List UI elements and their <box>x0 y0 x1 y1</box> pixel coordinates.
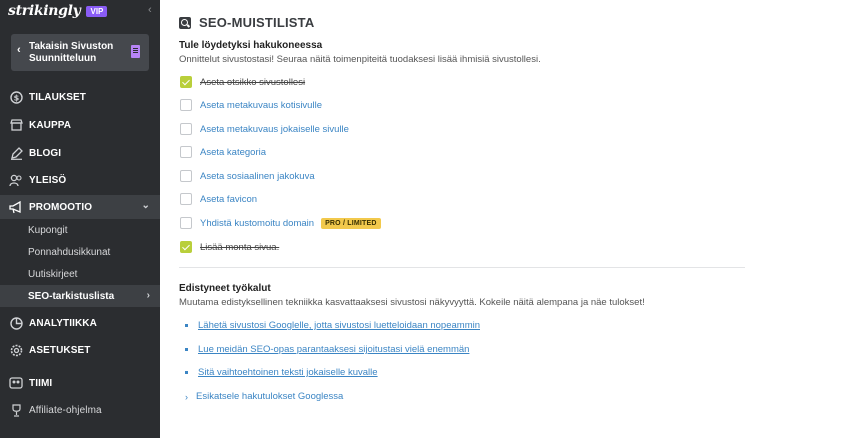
sidebar-subitem-label: SEO-tarkistuslista <box>28 290 115 302</box>
sidebar-subitem-kupongit[interactable] <box>0 219 160 241</box>
back-to-site-editor-button[interactable] <box>11 34 149 71</box>
submit-to-google-link[interactable]: Lähetä sivustosi Googlelle, jotta sivustosi luetteloidaan nopeammin <box>198 320 480 331</box>
sidebar-subitem-label: Kupongit <box>28 224 68 236</box>
sidebar-subitem-label: Ponnahdusikkunat <box>28 246 111 258</box>
checklist-item[interactable] <box>180 192 257 206</box>
trophy-icon <box>9 403 23 417</box>
chevron-left-icon: ‹ <box>17 44 21 56</box>
team-icon <box>9 376 23 390</box>
sidebar <box>0 0 160 438</box>
bullet-icon <box>185 348 188 351</box>
seo-guide-link[interactable]: Lue meidän SEO-opas parantaaksesi sijoitustasi vielä enemmän <box>198 344 470 355</box>
section-heading: Tule löydetyksi hakukoneessa <box>179 40 323 51</box>
sidebar-subitem-label: Uutiskirjeet <box>28 268 78 280</box>
checklist-item-link[interactable]: Aseta sosiaalinen jakokuva <box>200 170 315 182</box>
checklist-item[interactable] <box>180 122 349 136</box>
page-title: SEO-MUISTILISTA <box>199 15 315 30</box>
sidebar-item-tilaukset[interactable] <box>0 86 160 108</box>
list-item <box>185 320 480 331</box>
list-item <box>185 344 469 355</box>
checkbox[interactable] <box>180 170 192 182</box>
back-button-label: Takaisin Sivuston Suunnitteluun <box>29 41 114 64</box>
svg-text:$: $ <box>13 92 19 102</box>
strikingly-logo: strikingly <box>8 3 81 19</box>
checkbox[interactable] <box>180 146 192 158</box>
chevron-down-icon: ⌄ <box>141 200 150 211</box>
sidebar-item-tiimi[interactable] <box>0 372 160 394</box>
sidebar-item-label: TIIMI <box>29 377 53 389</box>
sidebar-item-label: YLEISÖ <box>29 174 67 186</box>
section-subheading: Onnittelut sivustostasi! Seuraa näitä toimenpiteitä tuodaksesi lisää ihmisiä sivustollesi. <box>179 54 541 65</box>
sidebar-item-kauppa[interactable] <box>0 114 160 136</box>
sidebar-item-label: TILAUKSET <box>29 91 87 103</box>
divider <box>179 267 745 268</box>
checklist-item[interactable] <box>180 145 266 159</box>
checklist-item-link[interactable]: Aseta kategoria <box>200 146 267 158</box>
sidebar-item-analytiikka[interactable] <box>0 312 160 334</box>
checklist-item-label: Lisää monta sivua. <box>200 241 280 253</box>
page-header <box>179 15 314 30</box>
checklist-item[interactable] <box>180 169 315 183</box>
checkbox-checked[interactable] <box>180 76 192 88</box>
sidebar-item-label: PROMOOTIO <box>29 201 93 213</box>
main-content <box>160 0 844 438</box>
chevron-right-icon: › <box>185 391 188 402</box>
people-icon <box>9 173 23 187</box>
sidebar-item-blogi[interactable] <box>0 142 160 164</box>
sidebar-item-label: BLOGI <box>29 147 62 159</box>
gear-icon <box>9 343 23 357</box>
checklist-item[interactable] <box>180 98 322 112</box>
section-heading: Edistyneet työkalut <box>179 283 271 294</box>
sidebar-item-promootio[interactable] <box>0 195 160 219</box>
section-subheading: Muutama edistyksellinen tekniikka kasvattaaksesi sivustosi näkyvyyttä. Kokeile näitä alempana ja näe tulokset! <box>179 297 645 308</box>
checkbox[interactable] <box>180 193 192 205</box>
checklist-item[interactable] <box>180 216 381 230</box>
sidebar-item-affiliate[interactable] <box>0 399 160 421</box>
sidebar-item-yleiso[interactable] <box>0 169 160 191</box>
search-icon <box>179 17 191 29</box>
checkbox-checked[interactable] <box>180 241 192 253</box>
checkbox[interactable] <box>180 217 192 229</box>
chevron-right-icon: › <box>146 290 150 301</box>
checklist-item-label: Aseta otsikko sivustollesi <box>200 76 306 88</box>
checklist-item-link[interactable]: Aseta metakuvaus jokaiselle sivulle <box>200 123 349 135</box>
sidebar-subitem-ponnahdusikkunat[interactable] <box>0 241 160 263</box>
sidebar-item-label: Affiliate-ohjelma <box>29 404 102 416</box>
alt-text-link[interactable]: Sitä vaihtoehtoinen teksti jokaiselle kuvalle <box>198 367 378 378</box>
sidebar-item-label: ASETUKSET <box>29 344 91 356</box>
chart-circle-icon <box>9 316 23 330</box>
checkbox[interactable] <box>180 99 192 111</box>
sidebar-subitem-seo-tarkistuslista[interactable] <box>0 285 160 307</box>
checklist-item-link[interactable]: Aseta metakuvaus kotisivulle <box>200 99 322 111</box>
sidebar-subitem-uutiskirjeet[interactable] <box>0 263 160 285</box>
checkbox[interactable] <box>180 123 192 135</box>
pen-icon <box>9 146 23 160</box>
brand[interactable] <box>8 3 107 19</box>
bullet-icon <box>185 371 188 374</box>
checklist-item[interactable] <box>180 240 279 254</box>
vip-badge: VIP <box>86 6 107 17</box>
checklist-item-link[interactable]: Aseta favicon <box>200 193 258 205</box>
dollar-circle-icon <box>9 90 23 104</box>
megaphone-icon <box>9 200 23 214</box>
collapse-sidebar-icon[interactable]: ‹ <box>148 4 152 16</box>
google-preview-toggle[interactable] <box>185 391 343 402</box>
sidebar-item-label: ANALYTIIKKA <box>29 317 97 329</box>
list-item <box>185 367 378 378</box>
bullet-icon <box>185 324 188 327</box>
checklist-item[interactable] <box>180 75 305 89</box>
store-icon <box>9 118 23 132</box>
sidebar-item-label: KAUPPA <box>29 119 72 131</box>
page-icon <box>131 45 140 58</box>
checklist-item-link[interactable]: Yhdistä kustomoitu domain <box>200 217 315 229</box>
pro-limited-badge: PRO / LIMITED <box>321 218 381 229</box>
google-preview-label: Esikatsele hakutulokset Googlessa <box>196 391 344 402</box>
sidebar-item-asetukset[interactable] <box>0 339 160 361</box>
